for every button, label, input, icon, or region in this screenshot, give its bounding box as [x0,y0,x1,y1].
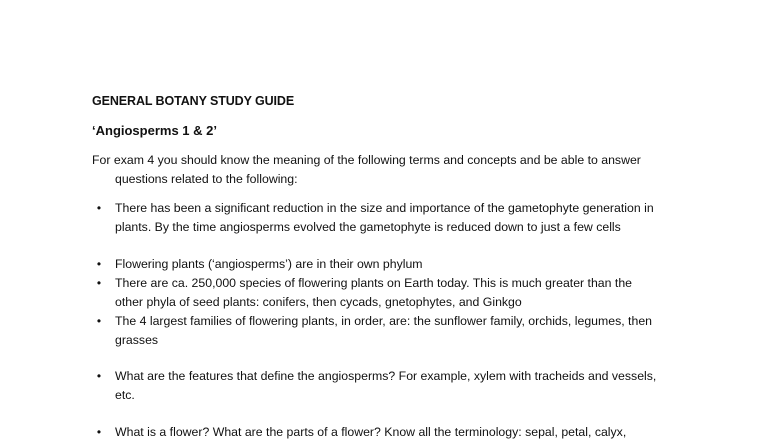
intro-paragraph [92,151,712,189]
list-item-line: What are the features that define the angiosperms? For example, xylem with tracheids and vessels, [115,369,657,383]
intro-line: For exam 4 you should know the meaning of the following terms and concepts and be able to answer [92,153,641,167]
list-item-line: There has been a significant reduction in the size and importance of the gametophyte generation in [115,201,654,215]
bullet-icon: • [96,257,102,271]
bullet-icon: • [96,314,102,328]
bullet-icon: • [96,276,102,290]
list-item-line: There are ca. 250,000 species of flowering plants on Earth today. This is much greater than the [115,276,632,290]
list-item-text [115,312,695,350]
list-item-line: Flowering plants (‘angiosperms’) are in their own phylum [115,257,423,271]
list-item-line: plants. By the time angiosperms evolved the gametophyte is reduced down to just a few cells [115,220,621,234]
list-item-line: etc. [115,388,135,402]
list-item-line: What is a flower? What are the parts of a flower? Know all the terminology: sepal, petal, calyx, [115,425,627,439]
document-subtitle: ‘Angiosperms 1 & 2’ [92,123,217,138]
list-item-text [115,423,695,442]
list-item-line: grasses [115,333,159,347]
list-item-text [115,274,695,312]
list-item-line: The 4 largest families of flowering plants, in order, are: the sunflower family, orchids, legumes, then [115,314,652,328]
intro-line: questions related to the following: [115,172,298,186]
list-item-line: other phyla of seed plants: conifers, then cycads, gnetophytes, and Ginkgo [115,295,522,309]
list-item-text [115,255,695,274]
document-title: GENERAL BOTANY STUDY GUIDE [92,94,295,108]
bullet-icon: • [96,425,102,439]
list-item-text [115,199,695,237]
bullet-icon: • [96,201,102,215]
list-item-text [115,367,695,405]
bullet-icon: • [96,369,102,383]
